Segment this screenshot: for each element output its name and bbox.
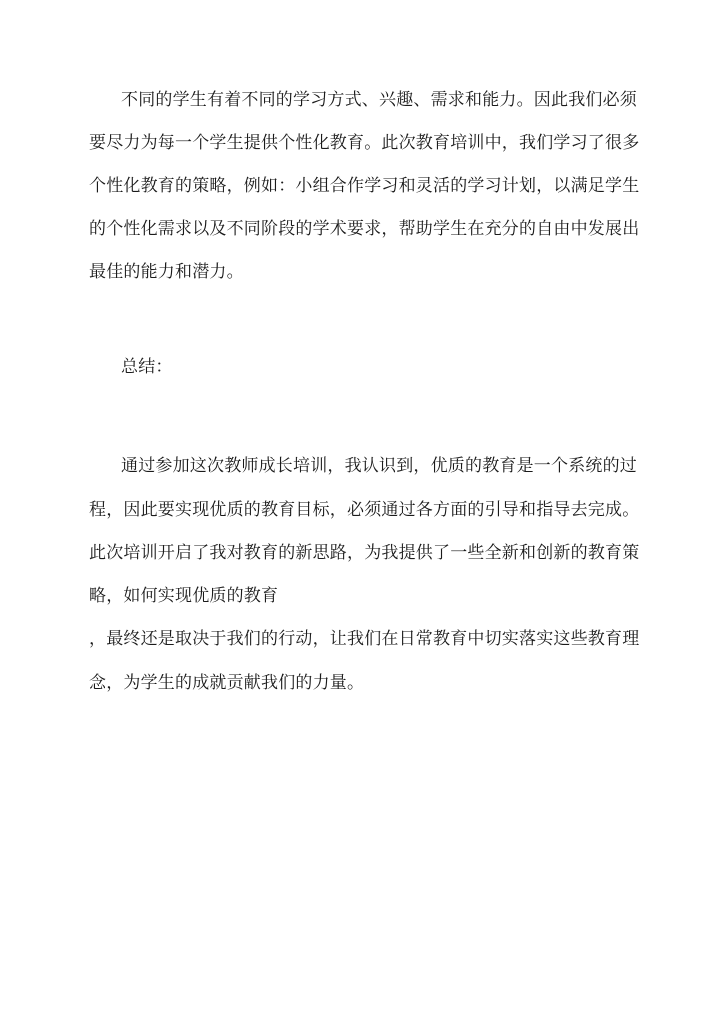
summary-heading: 总结：: [121, 357, 173, 377]
paragraph-1-line-2: 要尽力为每一个学生提供个性化教育。此次教育培训中，我们学习了很多: [89, 133, 640, 153]
paragraph-3-line-1: ，最终还是取决于我们的行动，让我们在日常教育中切实落实这些教育理: [89, 629, 640, 649]
paragraph-2-line-3: 此次培训开启了我对教育的新思路，为我提供了一些全新和创新的教育策: [89, 543, 640, 563]
paragraph-2-line-1: 通过参加这次教师成长培训，我认识到，优质的教育是一个系统的过: [121, 456, 637, 476]
paragraph-1-line-5: 最佳的能力和潜力。: [89, 262, 244, 282]
paragraph-1-line-4: 的个性化需求以及不同阶段的学术要求，帮助学生在充分的自由中发展出: [89, 219, 640, 239]
paragraph-3-line-2: 念，为学生的成就贡献我们的力量。: [89, 673, 365, 693]
paragraph-1-line-3: 个性化教育的策略，例如：小组合作学习和灵活的学习计划，以满足学生: [89, 176, 640, 196]
paragraph-1-line-1: 不同的学生有着不同的学习方式、兴趣、需求和能力。因此我们必须: [121, 90, 637, 110]
paragraph-2-line-4: 略，如何实现优质的教育: [89, 586, 279, 606]
paragraph-2-line-2: 程，因此要实现优质的教育目标，必须通过各方面的引导和指导去完成。: [89, 500, 640, 520]
